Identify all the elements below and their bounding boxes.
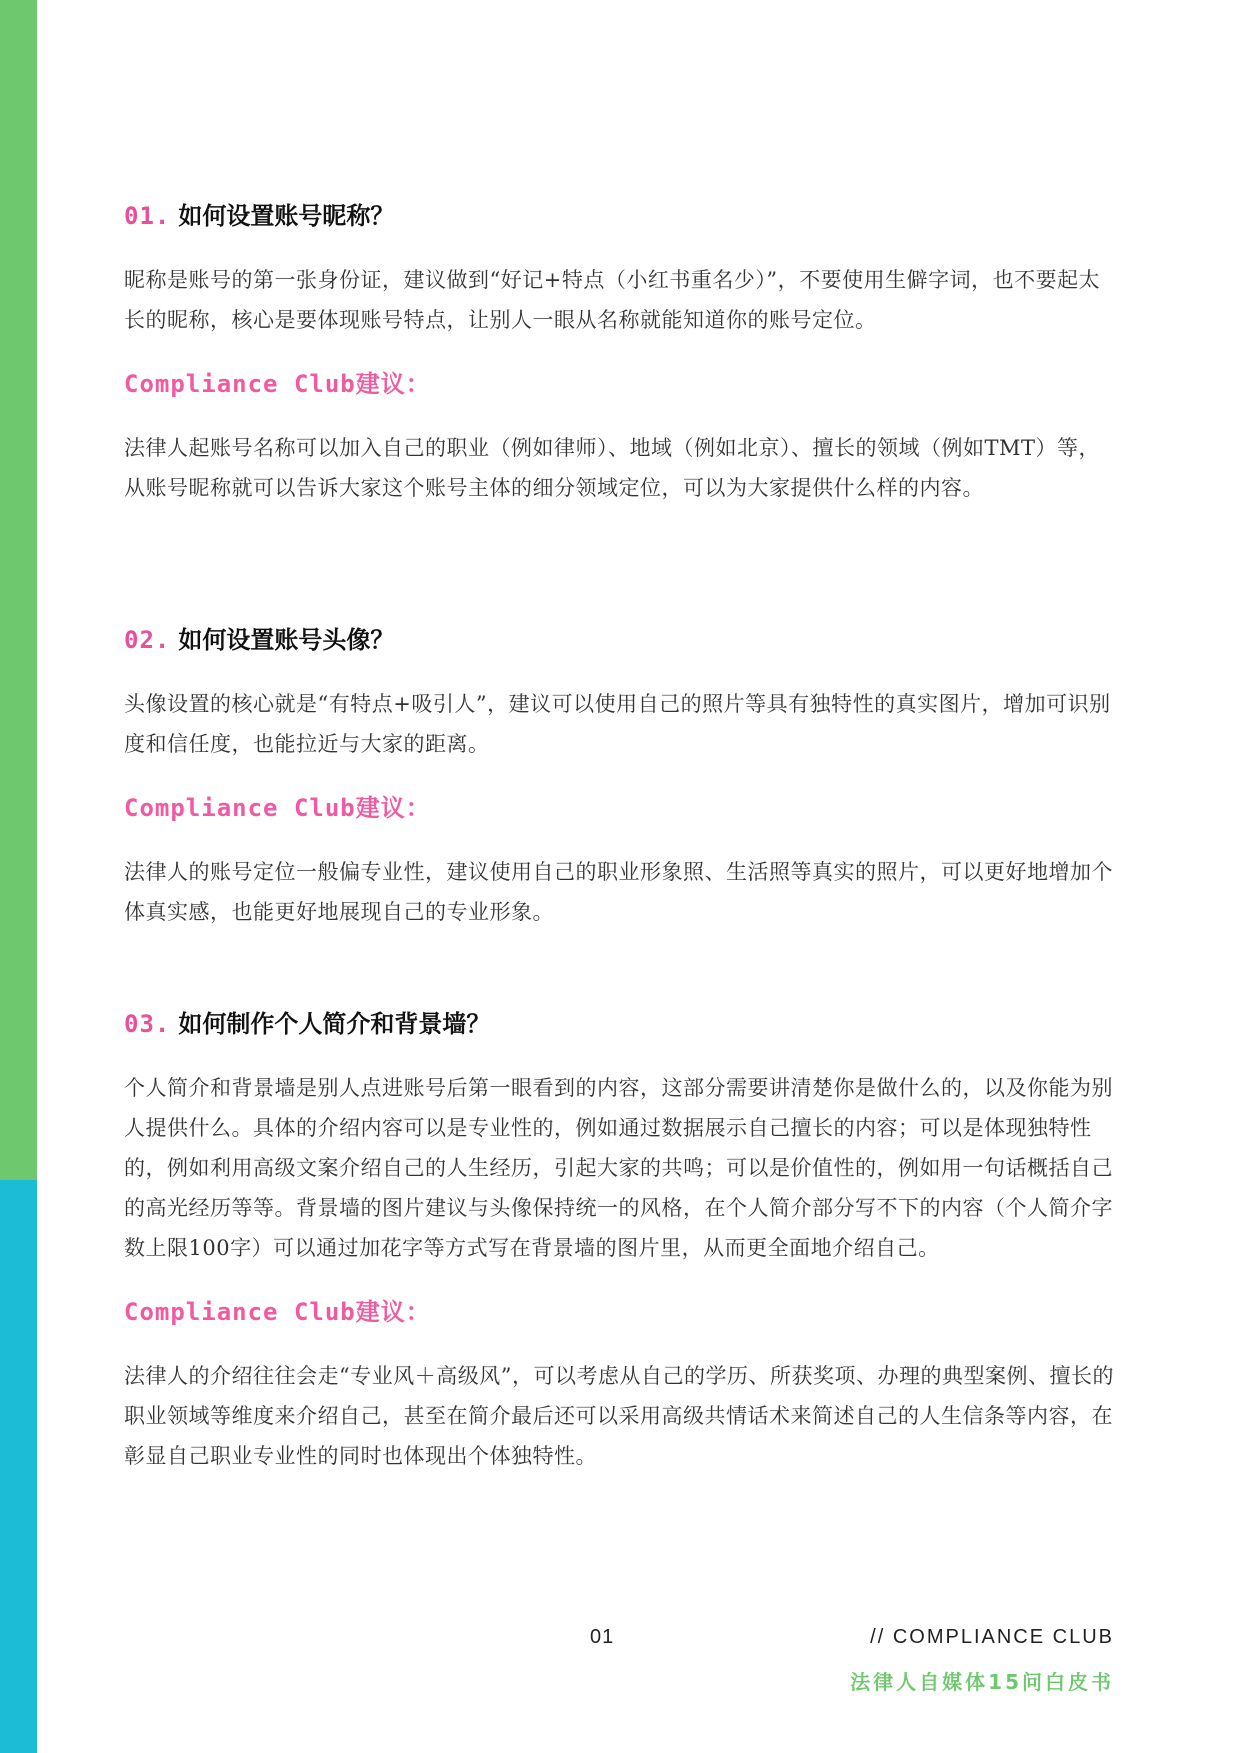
section-title — [124, 196, 1116, 236]
section-3 — [124, 1004, 1116, 1476]
advice-label: Compliance Club建议： — [124, 794, 431, 822]
section-heading: 如何设置账号头像？ — [178, 626, 395, 654]
section-number: 02. — [124, 626, 171, 654]
advice-text: 法律人的介绍往往会走“专业风＋高级风”，可以考虑从自己的学历、所获奖项、办理的典型案例、擅长的职业领域等维度来介绍自己，甚至在简介最后还可以采用高级共情话术来简述自己的人生信条等内容，在彰显自己职业专业性的同时也体现出个体独特性。 — [124, 1364, 1114, 1468]
advice-label: Compliance Club建议： — [124, 370, 431, 398]
section-title — [124, 1004, 1116, 1044]
side-bar-green — [0, 0, 37, 1180]
section-intro: 头像设置的核心就是“有特点+吸引人”，建议可以使用自己的照片等具有独特性的真实图片，增加可识别度和信任度，也能拉近与大家的距离。 — [124, 692, 1111, 756]
section-number: 03. — [124, 1010, 171, 1038]
advice-label: Compliance Club建议： — [124, 1298, 431, 1326]
advice-text: 法律人起账号名称可以加入自己的职业（例如律师）、地域（例如北京）、擅长的领域（例如TMT）等，从账号昵称就可以告诉大家这个账号主体的细分领域定位，可以为大家提供什么样的内容。 — [124, 436, 1101, 500]
advice-text: 法律人的账号定位一般偏专业性，建议使用自己的职业形象照、生活照等真实的照片，可以更好地增加个体真实感，也能更好地展现自己的专业形象。 — [124, 860, 1113, 924]
footer-subtitle: 法律人自媒体15问白皮书 — [850, 1670, 1114, 1694]
side-bar-cyan — [0, 1180, 37, 1753]
section-intro: 昵称是账号的第一张身份证，建议做到“好记+特点（小红书重名少）”，不要使用生僻字词，也不要起太长的昵称，核心是要体现账号特点，让别人一眼从名称就能知道你的账号定位。 — [124, 268, 1101, 332]
page-number: 01 — [590, 1626, 615, 1648]
section-1 — [124, 196, 1116, 508]
section-heading: 如何制作个人简介和背景墙？ — [178, 1010, 491, 1038]
footer-brand: // COMPLIANCE CLUB — [870, 1626, 1114, 1648]
section-intro: 个人简介和背景墙是别人点进账号后第一眼看到的内容，这部分需要讲清楚你是做什么的，以及你能为别人提供什么。具体的介绍内容可以是专业性的，例如通过数据展示自己擅长的内容；可以是体现独特性的，例如利用高级文案介绍自己的人生经历，引起大家的共鸣；可以是价值性的，例如用一句话概括自己的高光经历等等。背景墙的图片建议与头像保持统一的风格，在个人简介部分写不下的内容（个人简介字数上限100字）可以通过加花字等方式写在背景墙的图片里，从而更全面地介绍自己。 — [124, 1076, 1113, 1260]
section-number: 01. — [124, 202, 171, 230]
section-2 — [124, 620, 1116, 932]
section-heading: 如何设置账号昵称？ — [178, 202, 395, 230]
section-title — [124, 620, 1116, 660]
